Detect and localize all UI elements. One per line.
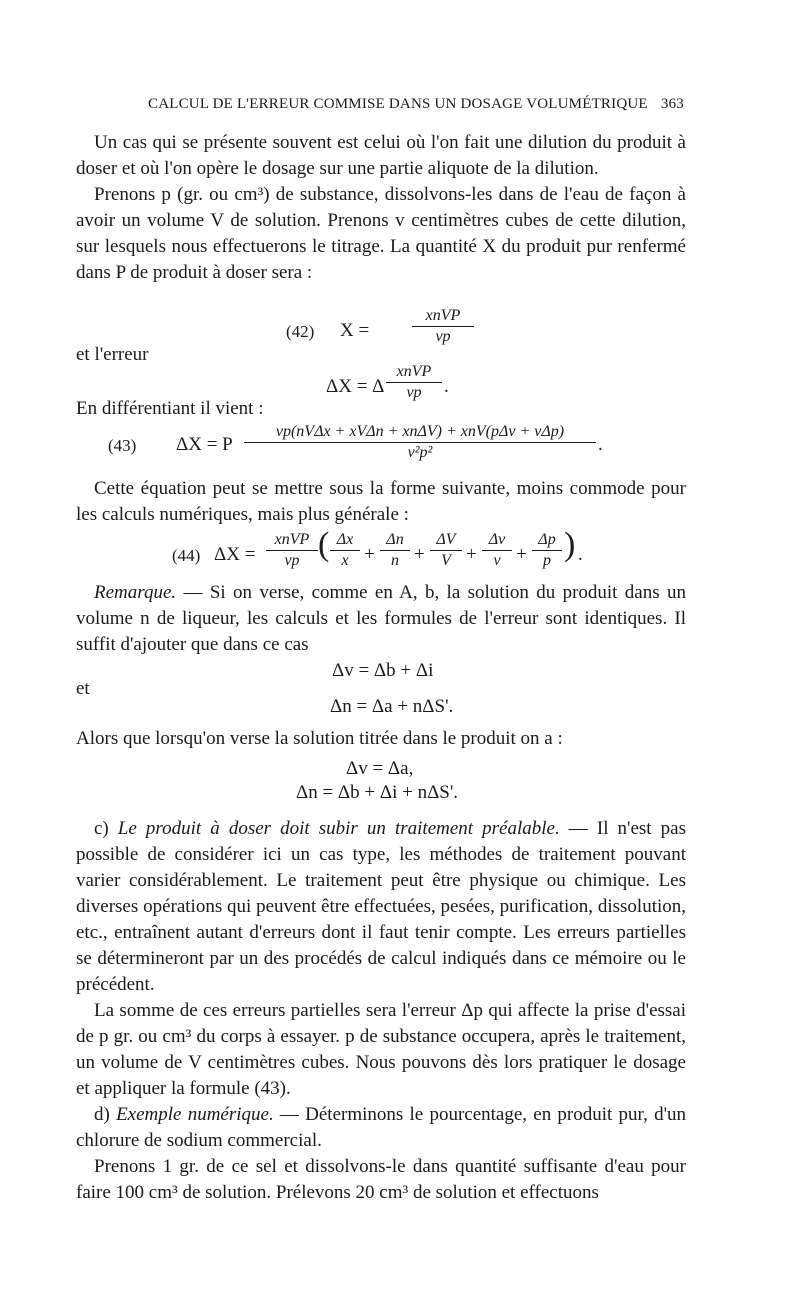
paragraph-alors: Alors que lorsqu'on verse la solution titrée dans le produit on a : [76,728,563,749]
equation-dx-numerator: xnVP [386,362,442,383]
term-p-denominator: p [543,552,551,569]
section-c-title: Le produit à doser doit subir un traitement préalable. [117,818,560,839]
remarque-label: Remarque. [94,582,177,603]
equation-dn-2: Δn = Δb + Δi + nΔS'. [296,782,459,803]
paragraph-section-c [76,816,686,998]
equation-42-denominator: vp [435,328,451,345]
equation-44-term-n [380,530,410,571]
equation-43-numerator: vp(nVΔx + xVΔn + xnΔV) + xnV(pΔv + vΔp) [244,422,596,443]
section-c-text: — Il n'est pas possible de considérer ici un cas type, les méthodes de traitement pouvant varier considérablement. Le traitement peut être physique ou chimique. Les diverses opérations qui peuvent être effectuées, pesées, purification, dissolution, etc., entraînent autant d'erreurs dont il faut tenir compte. Les erreurs partielles se détermineront par un des procédés de calcul indiqués dans ce mémoire ou le précédent. [76,818,686,995]
term-V-denominator: V [441,552,451,569]
equation-dx-denominator: vp [406,384,422,401]
paragraph-prenons-1-gr: Prenons 1 gr. de ce sel et dissolvons-le dans quantité suffisante d'eau pour faire 100 cm³ de solution. Prélevons 20 cm³ de solution et effectuons [76,1156,686,1203]
equation-44-label: (44) [172,546,201,565]
section-c-label: c) [94,818,118,839]
term-n-denominator: n [391,552,399,569]
paragraph-remarque [76,580,686,658]
header-title: CALCUL DE L'ERREUR COMMISE DANS UN DOSAGE VOLUMÉTRIQUE [148,96,648,112]
equation-44-term-v [482,530,512,571]
term-p-numerator: Δp [532,530,562,551]
equation-43-period: . [598,434,603,455]
paragraph-dilution: Un cas qui se présente souvent est celui où l'on fait une dilution du produit à doser et où l'on opère le dosage sur une partie aliquote de la dilution. [76,132,686,179]
equation-43-denominator: v²p² [407,444,433,461]
plus-sign: + [466,544,477,565]
alors-block [76,726,686,752]
term-v-numerator: Δv [482,530,512,551]
term-v-denominator: v [493,552,501,569]
section-d-text: — Déterminons le pourcentage, en produit pur, d'un chlorure de sodium commercial. [76,1104,686,1151]
paragraph-prenons: Prenons p (gr. ou cm³) de substance, dissolvons-les dans de l'eau de façon à avoir un volume V de solution. Prenons v centimètres cubes de cette dilution, sur lesquels nous effectuerons le titrage. La quantité X du produit pur renfermé dans P de produit à doser sera : [76,184,686,283]
equation-dx-lhs: ΔX = Δ [326,376,385,397]
equation-43-lhs: ΔX = P [176,434,233,455]
equation-dv-2: Δv = Δa, [346,758,414,779]
equation-42-lhs: X = [340,320,370,341]
equation-44-close-paren: ) [564,526,576,563]
equation-dv-1: Δv = Δb + Δi [332,660,434,681]
label-et-l-erreur: et l'erreur [76,344,149,365]
equation-44-term-V [430,530,462,571]
intro-paragraphs [76,130,686,286]
equation-43-fraction [244,422,596,463]
equation-44-term-x [330,530,360,571]
paragraph-la-somme: La somme de ces erreurs partielles sera l'erreur Δp qui affecte la prise d'essai de p gr. ou cm³ du corps à essayer. p de substance occupera, après le traitement, un volume de V centimètres cubes. Nous pouvons dès lors pratiquer le dosage et appliquer la formule (43). [76,1000,686,1099]
plus-sign: + [414,544,425,565]
label-en-differentiant: En différentiant il vient : [76,398,264,419]
equation-44-denominator: vp [284,552,300,569]
section-d-label: d) [94,1104,117,1125]
label-et: et [76,678,90,699]
paragraph-cette-equation: Cette équation peut se mettre sous la forme suivante, moins commode pour les calculs numériques, mais plus générale : [76,478,686,525]
section-d-title: Exemple numérique. [116,1104,274,1125]
section-c-block [76,816,686,1206]
equation-42-fraction [412,306,474,347]
equation-43-label: (43) [108,436,137,455]
remarque-text: — Si on verse, comme en A, b, la solution du produit dans un volume n de liqueur, les calculs et les formules de l'erreur sont identiques. Il suffit d'ajouter que dans ce cas [76,582,686,655]
equation-44-open-paren: ( [318,526,330,563]
plus-sign: + [516,544,527,565]
equation-44-prefactor [266,530,318,571]
paragraph-cette-equation-block [76,476,686,528]
equation-44-term-p [532,530,562,571]
equation-42-label: (42) [286,322,315,341]
page-number: 363 [660,96,684,112]
equation-dx-period: . [444,376,449,397]
running-header [148,96,684,120]
equation-44-period: . [578,544,583,565]
term-x-numerator: Δx [330,530,360,551]
term-V-numerator: ΔV [430,530,462,551]
term-x-denominator: x [341,552,349,569]
remarque-block [76,580,686,658]
equation-dx-fraction [386,362,442,403]
term-n-numerator: Δn [380,530,410,551]
equation-42-numerator: xnVP [412,306,474,327]
equation-dn-1: Δn = Δa + nΔS'. [330,696,454,717]
equation-44-numerator: xnVP [266,530,318,551]
paragraph-section-d [76,1102,686,1154]
equation-44-lhs: ΔX = [214,544,256,565]
plus-sign: + [364,544,375,565]
